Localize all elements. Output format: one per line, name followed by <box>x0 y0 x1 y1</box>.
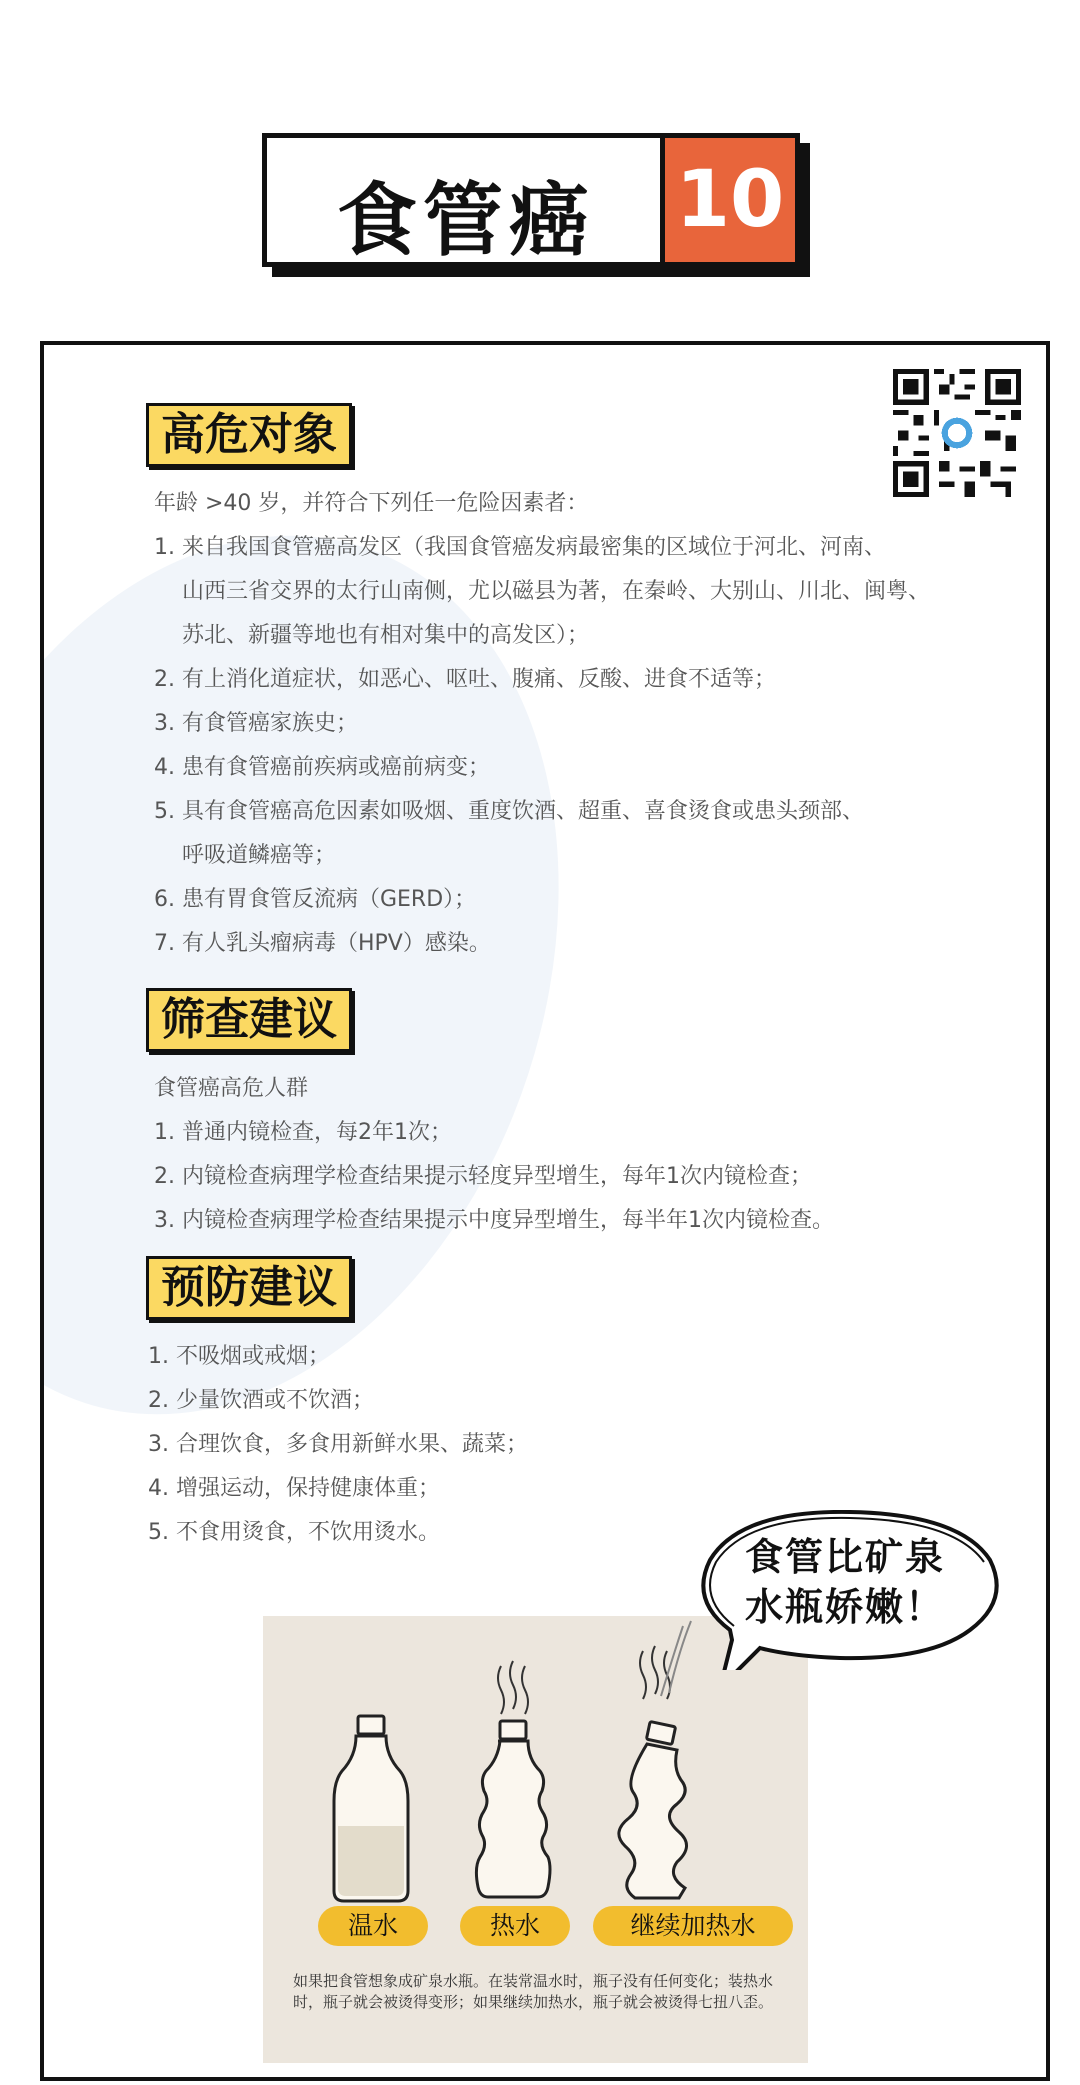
section-label-prevention: 预防建议 <box>146 1256 352 1320</box>
label-more-hot-water: 继续加热水 <box>593 1906 793 1946</box>
screening-item: 3. 内镜检查病理学检查结果提示中度异型增生，每半年1次内镜检查。 <box>154 1208 834 1233</box>
prevention-item: 1. 不吸烟或戒烟； <box>148 1344 330 1369</box>
illustration-panel <box>263 1616 808 2063</box>
risk-item: 7. 有人乳头瘤病毒（HPV）感染。 <box>154 931 491 956</box>
qr-code-icon <box>893 369 1021 497</box>
bubble-line: 水瓶娇嫩！ <box>744 1585 945 1629</box>
risk-item: 4. 患有食管癌前疾病或癌前病变； <box>154 755 490 780</box>
page-title: 食管癌 <box>337 174 595 267</box>
section-label-risk: 高危对象 <box>146 403 352 467</box>
prevention-item: 4. 增强运动，保持健康体重； <box>148 1476 440 1501</box>
title-number-badge: 10 <box>660 138 795 262</box>
screening-item: 1. 普通内镜检查，每2年1次； <box>154 1120 452 1145</box>
label-hot-water: 热水 <box>460 1906 570 1946</box>
prevention-item: 3. 合理饮食，多食用新鲜水果、蔬菜； <box>148 1432 528 1457</box>
risk-item: 3. 有食管癌家族史； <box>154 711 358 736</box>
title-box <box>262 133 800 267</box>
risk-item: 1. 来自我国食管癌高发区（我国食管癌发病最密集的区域位于河北、河南、 <box>154 535 886 560</box>
illustration-caption: 如果把食管想象成矿泉水瓶。在装常温水时，瓶子没有任何变化；装热水时，瓶子就会被烫得变形；如果继续加热水，瓶子就会被烫得七扭八歪。 <box>293 1972 774 2011</box>
section-label-screening: 筛查建议 <box>146 988 352 1052</box>
prevention-item: 2. 少量饮酒或不饮酒； <box>148 1388 374 1413</box>
screening-intro: 食管癌高危人群 <box>154 1076 309 1101</box>
risk-item-cont: 山西三省交界的太行山南侧，尤以磁县为著，在秦岭、大别山、川北、闽粤、 <box>182 579 931 604</box>
risk-item: 2. 有上消化道症状，如恶心、呕吐、腹痛、反酸、进食不适等； <box>154 667 776 692</box>
risk-intro: 年龄 >40 岁，并符合下列任一危险因素者： <box>154 491 589 516</box>
speech-bubble-text <box>730 1532 960 1632</box>
risk-item: 6. 患有胃食管反流病（GERD）； <box>154 887 477 912</box>
label-warm-water: 温水 <box>318 1906 428 1946</box>
risk-item: 5. 具有食管癌高危因素如吸烟、重度饮酒、超重、喜食烫食或患头颈部、 <box>154 799 864 824</box>
bubble-line: 食管比矿泉 <box>744 1535 945 1579</box>
prevention-item: 5. 不食用烫食，不饮用烫水。 <box>148 1520 440 1545</box>
risk-item-cont: 呼吸道鳞癌等； <box>182 843 337 868</box>
screening-item: 2. 内镜检查病理学检查结果提示轻度异型增生，每年1次内镜检查； <box>154 1164 812 1189</box>
risk-item-cont: 苏北、新疆等地也有相对集中的高发区）； <box>182 623 590 648</box>
